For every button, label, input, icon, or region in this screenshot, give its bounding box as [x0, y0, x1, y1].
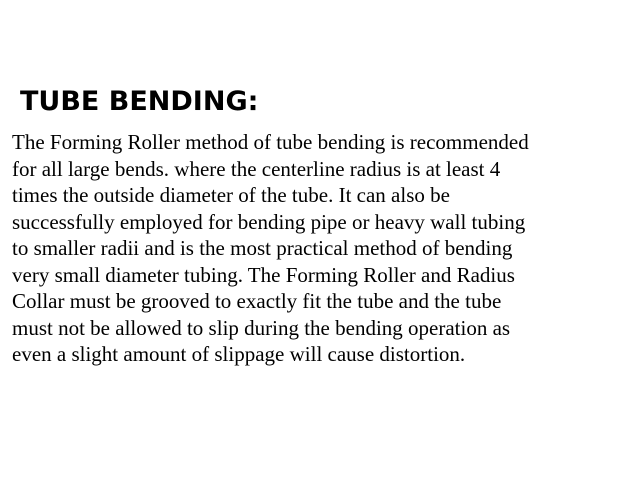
- body-line: must not be allowed to slip during the bending operation as: [12, 315, 511, 340]
- body-line: times the outside diameter of the tube. It can also be: [12, 183, 450, 207]
- body-line: successfully employed for bending pipe or heavy wall tubing: [12, 209, 526, 234]
- body-line: Collar must be grooved to exactly fit the tube and the tube: [12, 289, 502, 313]
- slide-title: TUBE BENDING:: [20, 86, 259, 117]
- body-paragraph: [12, 129, 632, 368]
- body-line: very small diameter tubing. The Forming Roller and Radius: [12, 262, 515, 287]
- body-line: The Forming Roller method of tube bending is recommended: [12, 130, 529, 154]
- body-line: for all large bends. where the centerline radius is at least 4: [12, 156, 501, 181]
- body-line: even a slight amount of slippage will cause distortion.: [12, 342, 466, 366]
- body-line: to smaller radii and is the most practical method of bending: [12, 236, 513, 260]
